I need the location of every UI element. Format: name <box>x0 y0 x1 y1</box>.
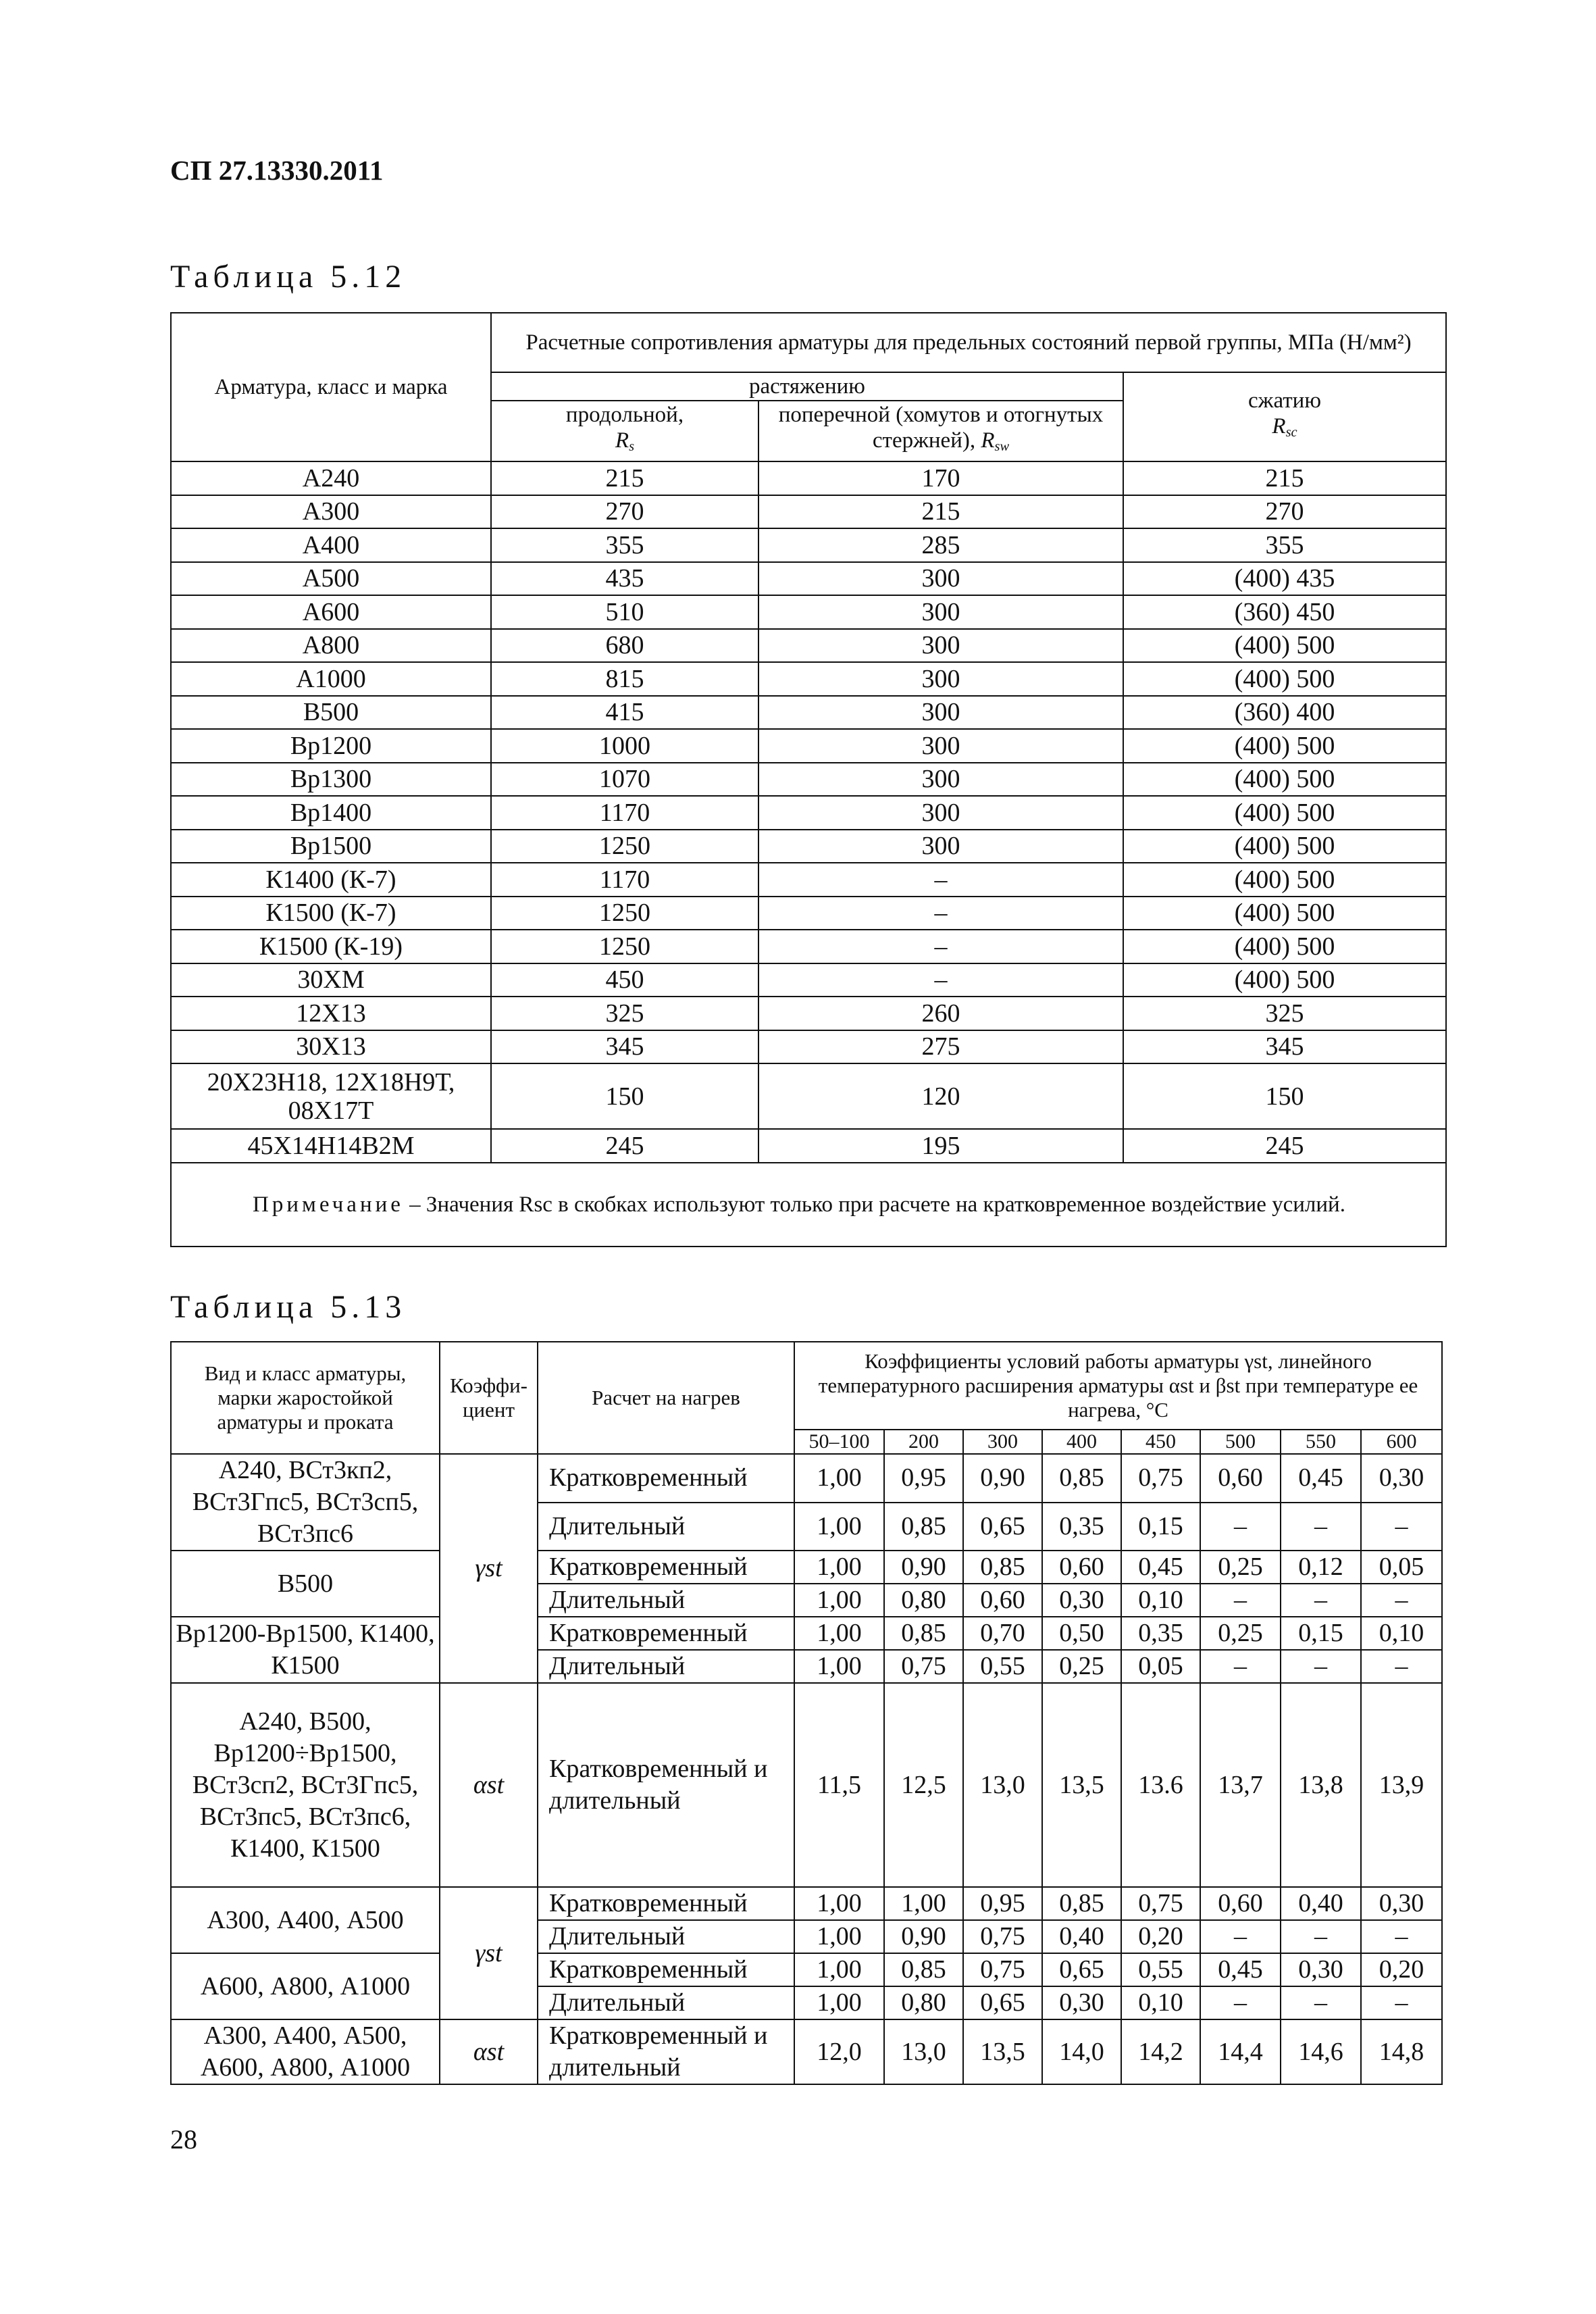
temp-header: 450 <box>1121 1430 1200 1454</box>
rs-cell: 215 <box>491 461 758 495</box>
value-cell: 0,60 <box>1200 1454 1281 1503</box>
rs-cell: 510 <box>491 595 758 629</box>
rsc-cell: (400) 500 <box>1123 897 1446 930</box>
value-cell: 1,00 <box>794 1986 884 2019</box>
rsc-cell: (400) 500 <box>1123 796 1446 830</box>
calc-cell: Длительный <box>538 1920 794 1953</box>
value-cell: 0,10 <box>1121 1584 1200 1617</box>
calc-cell: Кратковременный <box>538 1887 794 1920</box>
rs-cell: 355 <box>491 528 758 562</box>
compression-header <box>1123 372 1446 461</box>
rsc-cell: (400) 500 <box>1123 863 1446 897</box>
rsc-cell: 325 <box>1123 997 1446 1030</box>
value-cell: – <box>1200 1920 1281 1953</box>
table-row <box>171 696 1446 730</box>
value-cell: 13,5 <box>963 2019 1042 2084</box>
calc-cell: Длительный <box>538 1584 794 1617</box>
value-cell: – <box>1200 1503 1281 1551</box>
value-cell: 0,40 <box>1042 1920 1121 1953</box>
value-cell: 0,45 <box>1121 1551 1200 1584</box>
value-cell: 14,6 <box>1281 2019 1361 2084</box>
rsw-cell: 170 <box>758 461 1123 495</box>
rsw-cell: – <box>758 897 1123 930</box>
coef-cell: αst <box>440 2019 538 2084</box>
coef-group-header: Коэффициенты условий работы арматуры γst, линейного температурного расширения арматуры αst и βst при температуре ее нагрева, °С <box>794 1342 1442 1430</box>
rsc-cell: (360) 400 <box>1123 696 1446 730</box>
value-cell: 12,5 <box>884 1683 963 1887</box>
value-cell: 0,55 <box>1121 1953 1200 1986</box>
value-cell: 0,60 <box>1200 1887 1281 1920</box>
table-row <box>171 963 1446 997</box>
rsc-cell: 345 <box>1123 1030 1446 1064</box>
temp-header: 200 <box>884 1430 963 1454</box>
table-row <box>171 2019 1442 2084</box>
value-cell: 0,45 <box>1281 1454 1361 1503</box>
table-5-12 <box>170 312 1447 1247</box>
rs-cell: 1170 <box>491 863 758 897</box>
table-row <box>171 562 1446 596</box>
calc-cell: Длительный <box>538 1650 794 1683</box>
value-cell: 0,80 <box>884 1584 963 1617</box>
rs-cell: 270 <box>491 495 758 529</box>
value-cell: 0,25 <box>1200 1617 1281 1650</box>
rsw-cell: 300 <box>758 562 1123 596</box>
value-cell: – <box>1361 1986 1442 2019</box>
value-cell: 0,30 <box>1361 1454 1442 1503</box>
value-cell: 13,7 <box>1200 1683 1281 1887</box>
rsc-cell: (400) 500 <box>1123 763 1446 797</box>
table-row <box>171 1030 1446 1064</box>
value-cell: 0,85 <box>884 1617 963 1650</box>
armature-cell: А300 <box>171 495 491 529</box>
value-cell: 14,8 <box>1361 2019 1442 2084</box>
armature-cell: А240 <box>171 461 491 495</box>
note-label: Примечание <box>253 1192 404 1217</box>
rs-cell: 245 <box>491 1129 758 1163</box>
table-row <box>171 1454 1442 1503</box>
coef-cell: γst <box>440 1454 538 1683</box>
table-row <box>171 897 1446 930</box>
table-row <box>171 729 1446 763</box>
value-cell: 0,12 <box>1281 1551 1361 1584</box>
armature-cell: Вр1400 <box>171 796 491 830</box>
table-row <box>171 1063 1446 1129</box>
value-cell: 0,05 <box>1121 1650 1200 1683</box>
value-cell: 0,80 <box>884 1986 963 2019</box>
page-number: 28 <box>170 2124 197 2155</box>
kind-cell: А300, А400, А500 <box>171 1887 440 1953</box>
rsw-cell: 120 <box>758 1063 1123 1129</box>
armature-cell: 30ХМ <box>171 963 491 997</box>
value-cell: 0,65 <box>1042 1953 1121 1986</box>
table-row <box>171 1887 1442 1920</box>
rs-cell: 415 <box>491 696 758 730</box>
rsc-cell: (400) 500 <box>1123 930 1446 963</box>
temp-header: 50–100 <box>794 1430 884 1454</box>
rs-cell: 1250 <box>491 830 758 863</box>
temp-header: 300 <box>963 1430 1042 1454</box>
armature-cell: К1500 (К-7) <box>171 897 491 930</box>
temp-header: 550 <box>1281 1430 1361 1454</box>
tension-header: растяжению <box>491 372 1123 401</box>
longitudinal-header <box>491 401 758 461</box>
value-cell: 0,20 <box>1361 1953 1442 1986</box>
longitudinal-symbol: $R_s$ <box>615 428 635 455</box>
table-row <box>171 1129 1446 1163</box>
value-cell: 0,35 <box>1121 1617 1200 1650</box>
value-cell: – <box>1281 1584 1361 1617</box>
value-cell: 0,65 <box>963 1503 1042 1551</box>
rs-cell: 815 <box>491 662 758 696</box>
value-cell: 14,0 <box>1042 2019 1121 2084</box>
value-cell: – <box>1200 1584 1281 1617</box>
value-cell: 1,00 <box>794 1503 884 1551</box>
table-5-13-body <box>171 1454 1442 2084</box>
rs-cell: 1250 <box>491 897 758 930</box>
table-row <box>171 495 1446 529</box>
calc-cell: Кратковременный <box>538 1454 794 1503</box>
value-cell: 0,85 <box>963 1551 1042 1584</box>
value-cell: – <box>1281 1986 1361 2019</box>
table-row <box>171 662 1446 696</box>
value-cell: 14,2 <box>1121 2019 1200 2084</box>
armature-cell: В500 <box>171 696 491 730</box>
value-cell: 0,30 <box>1281 1953 1361 1986</box>
value-cell: 13,0 <box>884 2019 963 2084</box>
armature-cell: А1000 <box>171 662 491 696</box>
coef-cell: αst <box>440 1683 538 1887</box>
value-cell: 0,70 <box>963 1617 1042 1650</box>
value-cell: 0,35 <box>1042 1503 1121 1551</box>
armature-cell: Вр1500 <box>171 830 491 863</box>
temp-header: 400 <box>1042 1430 1121 1454</box>
table-row <box>171 1953 1442 1986</box>
rsw-cell: 300 <box>758 729 1123 763</box>
rsc-cell: (400) 435 <box>1123 562 1446 596</box>
value-cell: 0,90 <box>884 1920 963 1953</box>
table-row <box>171 528 1446 562</box>
rsw-cell: 275 <box>758 1030 1123 1064</box>
value-cell: 0,25 <box>1200 1551 1281 1584</box>
value-cell: 0,20 <box>1121 1920 1200 1953</box>
value-cell: 0,65 <box>963 1986 1042 2019</box>
rs-cell: 1170 <box>491 796 758 830</box>
longitudinal-label: продольной, <box>565 403 684 428</box>
value-cell: – <box>1200 1650 1281 1683</box>
rsc-cell: (360) 450 <box>1123 595 1446 629</box>
rsw-cell: – <box>758 963 1123 997</box>
rsc-cell: (400) 500 <box>1123 629 1446 663</box>
rsc-cell: 215 <box>1123 461 1446 495</box>
armature-cell: 12Х13 <box>171 997 491 1030</box>
rs-cell: 435 <box>491 562 758 596</box>
note-text: – Значения Rsc в скобках используют только при расчете на кратковременное воздействие усилий. <box>409 1192 1345 1217</box>
rs-cell: 450 <box>491 963 758 997</box>
rsw-cell: 300 <box>758 696 1123 730</box>
rs-cell: 150 <box>491 1063 758 1129</box>
rs-cell: 325 <box>491 997 758 1030</box>
value-cell: 0,15 <box>1121 1503 1200 1551</box>
value-cell: – <box>1200 1986 1281 2019</box>
value-cell: 13,9 <box>1361 1683 1442 1887</box>
armature-cell: Вр1300 <box>171 763 491 797</box>
value-cell: 1,00 <box>884 1887 963 1920</box>
table-row <box>171 997 1446 1030</box>
value-cell: 13.6 <box>1121 1683 1200 1887</box>
kind-cell: А600, А800, А1000 <box>171 1953 440 2019</box>
value-cell: 0,75 <box>963 1920 1042 1953</box>
rsw-cell: 300 <box>758 796 1123 830</box>
table-row <box>171 1617 1442 1650</box>
rs-cell: 1250 <box>491 930 758 963</box>
value-cell: 0,30 <box>1042 1584 1121 1617</box>
value-cell: 0,55 <box>963 1650 1042 1683</box>
value-cell: 0,85 <box>1042 1887 1121 1920</box>
value-cell: 0,85 <box>884 1503 963 1551</box>
rsw-cell: 195 <box>758 1129 1123 1163</box>
value-cell: 0,30 <box>1361 1887 1442 1920</box>
value-cell: – <box>1281 1650 1361 1683</box>
rsw-cell: 285 <box>758 528 1123 562</box>
value-cell: 0,75 <box>884 1650 963 1683</box>
table-5-13 <box>170 1341 1443 2085</box>
table-row <box>171 930 1446 963</box>
rsw-cell: – <box>758 863 1123 897</box>
table-row <box>171 1551 1442 1584</box>
value-cell: 14,4 <box>1200 2019 1281 2084</box>
value-cell: 0,50 <box>1042 1617 1121 1650</box>
table-5-13-title: Таблица 5.13 <box>170 1289 407 1325</box>
table-row <box>171 595 1446 629</box>
value-cell: 0,40 <box>1281 1887 1361 1920</box>
value-cell: 0,30 <box>1042 1986 1121 2019</box>
value-cell: 0,10 <box>1361 1617 1442 1650</box>
transverse-header <box>758 401 1123 461</box>
armature-cell: Вр1200 <box>171 729 491 763</box>
value-cell: 11,5 <box>794 1683 884 1887</box>
value-cell: 0,05 <box>1361 1551 1442 1584</box>
col-kind-header: Вид и класс арматуры, марки жаростойкой арматуры и проката <box>171 1342 440 1454</box>
col-calc-header: Расчет на нагрев <box>538 1342 794 1454</box>
rsc-cell: 150 <box>1123 1063 1446 1129</box>
armature-cell: А600 <box>171 595 491 629</box>
calc-cell: Длительный <box>538 1503 794 1551</box>
rsc-cell: (400) 500 <box>1123 963 1446 997</box>
rsw-cell: 300 <box>758 662 1123 696</box>
armature-cell: А400 <box>171 528 491 562</box>
resistance-group-header: Расчетные сопротивления арматуры для предельных состояний первой группы, МПа (Н/мм²) <box>491 313 1446 372</box>
value-cell: 1,00 <box>794 1551 884 1584</box>
rs-cell: 680 <box>491 629 758 663</box>
value-cell: 0,85 <box>1042 1454 1121 1503</box>
value-cell: – <box>1361 1650 1442 1683</box>
armature-cell: 30Х13 <box>171 1030 491 1064</box>
kind-cell: Вр1200-Вр1500, К1400, К1500 <box>171 1617 440 1683</box>
value-cell: 1,00 <box>794 1953 884 1986</box>
transverse-label: поперечной (хомутов и отогнутых стержней), <box>778 403 1104 453</box>
rsw-cell: 300 <box>758 595 1123 629</box>
armature-cell: К1500 (К-19) <box>171 930 491 963</box>
table-row <box>171 863 1446 897</box>
value-cell: 13,8 <box>1281 1683 1361 1887</box>
value-cell: 0,95 <box>963 1887 1042 1920</box>
transverse-symbol: $R_{sw}$ <box>981 428 1010 455</box>
armature-cell: К1400 (К-7) <box>171 863 491 897</box>
armature-cell: А500 <box>171 562 491 596</box>
kind-cell: А240, ВСт3кп2, ВСт3Гпс5, ВСт3сп5, ВСт3пс6 <box>171 1454 440 1551</box>
document-code: СП 27.13330.2011 <box>170 155 384 186</box>
value-cell: 0,60 <box>963 1584 1042 1617</box>
value-cell: 0,25 <box>1042 1650 1121 1683</box>
value-cell: 0,45 <box>1200 1953 1281 1986</box>
value-cell: 1,00 <box>794 1584 884 1617</box>
table-row <box>171 461 1446 495</box>
table-5-12-note <box>171 1163 1446 1247</box>
value-cell: 0,90 <box>884 1551 963 1584</box>
value-cell: 1,00 <box>794 1454 884 1503</box>
kind-cell: А240, В500, Вр1200÷Вр1500, ВСт3сп2, ВСт3Гпс5, ВСт3пс5, ВСт3пс6, К1400, К1500 <box>171 1683 440 1887</box>
table-row <box>171 830 1446 863</box>
value-cell: 0,75 <box>1121 1887 1200 1920</box>
value-cell: 1,00 <box>794 1617 884 1650</box>
table-row <box>171 1683 1442 1887</box>
armature-cell: А800 <box>171 629 491 663</box>
rsw-cell: – <box>758 930 1123 963</box>
calc-cell: Кратковременный <box>538 1617 794 1650</box>
value-cell: – <box>1281 1920 1361 1953</box>
kind-cell: А300, А400, А500, А600, А800, А1000 <box>171 2019 440 2084</box>
table-row <box>171 629 1446 663</box>
armature-cell: 20Х23Н18, 12Х18Н9Т, 08Х17Т <box>171 1063 491 1129</box>
coef-cell: γst <box>440 1887 538 2019</box>
rsc-cell: (400) 500 <box>1123 729 1446 763</box>
rsw-cell: 300 <box>758 763 1123 797</box>
rsc-cell: 245 <box>1123 1129 1446 1163</box>
value-cell: 0,15 <box>1281 1617 1361 1650</box>
table-5-12-title: Таблица 5.12 <box>170 259 407 295</box>
calc-cell: Кратковременный <box>538 1953 794 1986</box>
rsw-cell: 215 <box>758 495 1123 529</box>
rs-cell: 1070 <box>491 763 758 797</box>
table-5-12-body <box>171 461 1446 1163</box>
calc-cell: Кратковременный и длительный <box>538 1683 794 1887</box>
value-cell: 0,75 <box>963 1953 1042 1986</box>
temp-header: 500 <box>1200 1430 1281 1454</box>
rsc-cell: 355 <box>1123 528 1446 562</box>
value-cell: 13,5 <box>1042 1683 1121 1887</box>
rsc-cell: (400) 500 <box>1123 830 1446 863</box>
value-cell: 1,00 <box>794 1920 884 1953</box>
value-cell: 1,00 <box>794 1887 884 1920</box>
value-cell: 0,10 <box>1121 1986 1200 2019</box>
compression-label: сжатию <box>1248 388 1321 413</box>
value-cell: 0,90 <box>963 1454 1042 1503</box>
calc-cell: Длительный <box>538 1986 794 2019</box>
value-cell: 1,00 <box>794 1650 884 1683</box>
value-cell: 12,0 <box>794 2019 884 2084</box>
compression-symbol: $R_{sc}$ <box>1272 414 1297 441</box>
value-cell: 0,75 <box>1121 1454 1200 1503</box>
col-coef-header: Коэффи-циент <box>440 1342 538 1454</box>
value-cell: 0,95 <box>884 1454 963 1503</box>
col-armature-header: Арматура, класс и марка <box>171 313 491 461</box>
rs-cell: 345 <box>491 1030 758 1064</box>
value-cell: 0,60 <box>1042 1551 1121 1584</box>
temp-header: 600 <box>1361 1430 1442 1454</box>
rsw-cell: 300 <box>758 830 1123 863</box>
table-row <box>171 763 1446 797</box>
value-cell: – <box>1361 1584 1442 1617</box>
value-cell: 13,0 <box>963 1683 1042 1887</box>
table-row <box>171 796 1446 830</box>
value-cell: 0,85 <box>884 1953 963 1986</box>
value-cell: – <box>1361 1920 1442 1953</box>
rsw-cell: 300 <box>758 629 1123 663</box>
value-cell: – <box>1281 1503 1361 1551</box>
calc-cell: Кратковременный и длительный <box>538 2019 794 2084</box>
calc-cell: Кратковременный <box>538 1551 794 1584</box>
rsc-cell: 270 <box>1123 495 1446 529</box>
armature-cell: 45Х14Н14В2М <box>171 1129 491 1163</box>
kind-cell: В500 <box>171 1551 440 1617</box>
rsw-cell: 260 <box>758 997 1123 1030</box>
value-cell: – <box>1361 1503 1442 1551</box>
rs-cell: 1000 <box>491 729 758 763</box>
rsc-cell: (400) 500 <box>1123 662 1446 696</box>
